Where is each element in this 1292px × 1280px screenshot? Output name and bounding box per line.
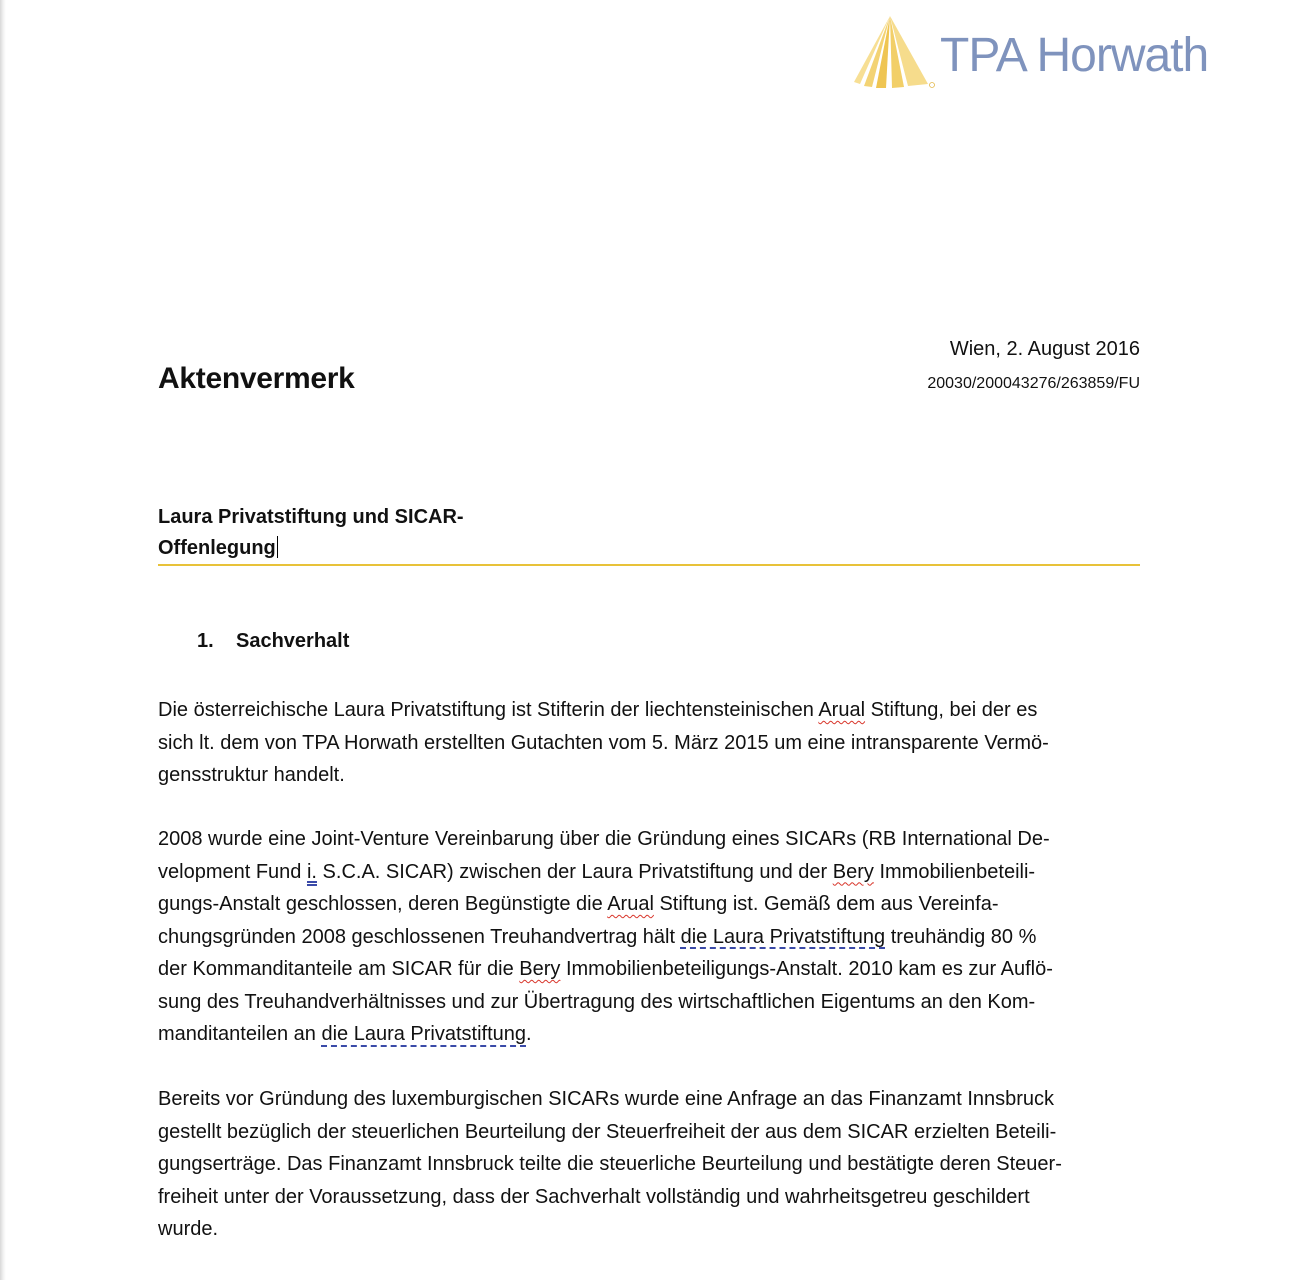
document-title: Aktenvermerk xyxy=(158,362,355,395)
subject-block[interactable] xyxy=(158,502,464,564)
paragraph-3: Bereits vor Gründung des luxemburgischen SICARs wurde eine Anfrage an das Finanzamt Innsbruck gestellt bezüglich der steuerlichen Beurteilung der Steuerfreiheit der aus dem SICAR erzielten Beteili- gungserträge. Das Finanzamt Innsbruck teilte die steuerliche Beurteilung und bestätigte deren Steuer- freiheit unter der Voraussetzung, dass der Sachverhalt vollständig und wahrheitsgetreu geschildert wurde. xyxy=(158,1088,1062,1240)
spelling-flag[interactable]: Bery xyxy=(832,860,874,883)
subject-line-2: Offenlegung xyxy=(158,537,276,559)
page-edge-shadow xyxy=(0,0,6,1280)
section-heading xyxy=(197,630,349,653)
spelling-flag[interactable]: Bery xyxy=(519,958,561,980)
section-number: 1. xyxy=(197,630,214,652)
text-cursor xyxy=(277,536,278,558)
reference-number: 20030/200043276/263859/FU xyxy=(927,375,1140,392)
spelling-flag[interactable]: Arual xyxy=(607,893,654,915)
subject-line-1: Laura Privatstiftung und SICAR- xyxy=(158,506,464,528)
grammar-flag[interactable]: die Laura Privatstiftung xyxy=(680,925,886,948)
section-title: Sachverhalt xyxy=(236,630,350,652)
grammar-flag[interactable]: die Laura Privatstiftung xyxy=(321,1023,527,1045)
subject-divider xyxy=(158,564,1140,566)
spelling-flag[interactable]: Arual xyxy=(818,699,866,721)
company-logo xyxy=(846,14,1216,94)
logo-wordmark: TPA Horwath xyxy=(940,29,1209,82)
paragraph-2: 2008 wurde eine Joint-Venture Vereinbarung über die Gründung eines SICARs (RB International De- velopment Fund i. S.C.A. SICAR) zwischen der Laura Privatstiftung und der Bery Immobilienbeteili- gungs-Anstalt geschlossen, deren Begünstigte die Arual Stiftung ist. Gemäß dem aus Vereinfa- chungsgründen 2008 geschlossenen Treuhandvertrag hält die Laura Privatstiftung treuhändig 80 % der Kommanditanteile am SICAR für die Bery Immobilienbeteiligungs-Anstalt. 2010 kam es zur Auflö- sung des Treuhandverhältnisses und zur Übertragung des wirtschaftlichen Eigentums an den Kom- manditanteilen an die Laura Privatstiftung. xyxy=(158,828,1053,1045)
document-date: Wien, 2. August 2016 xyxy=(949,338,1140,360)
paragraph-1: Die österreichische Laura Privatstiftung ist Stifterin der liechtensteinischen Arual Stiftung, bei der es sich lt. dem von TPA Horwath erstellten Gutachten vom 5. März 2015 um eine intransparente Vermö- gensstruktur handelt. xyxy=(158,699,1049,786)
grammar-flag[interactable]: i. xyxy=(306,860,317,883)
tpa-horwath-sail-logo-icon xyxy=(846,14,938,94)
